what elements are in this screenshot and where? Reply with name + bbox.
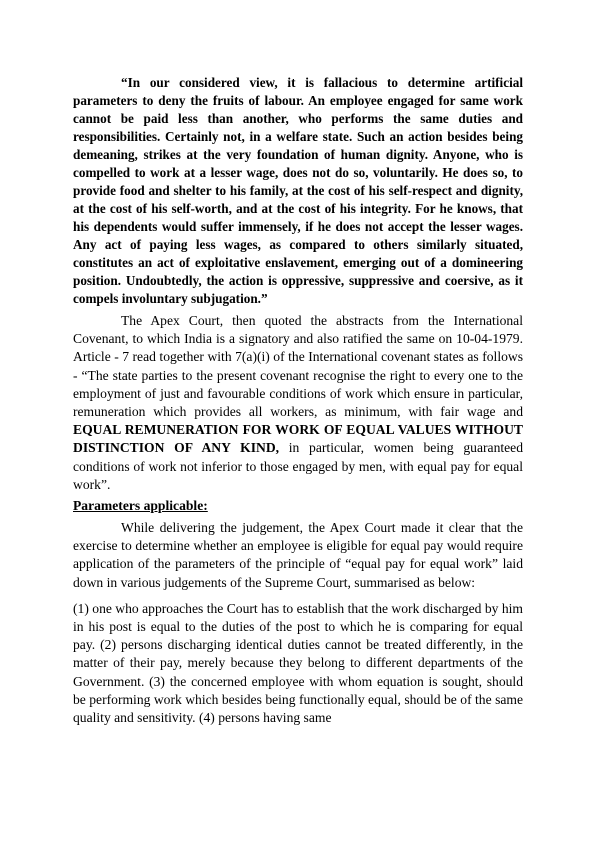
- parameters-list: (1) one who approaches the Court has to establish that the work discharged by him in his post is equal to the duties of the post to which he is comparing for equal pay. (2) persons discharging identical duties cannot be treated differently, in the matter of their pay, merely because they belong to different departments of the Government. (3) the concerned employee with whom equation is sought, should be performing work which besides being functionally equal, should be of the same quality and sensitivity. (4) persons having same: [73, 600, 523, 726]
- section-heading: Parameters applicable:: [73, 498, 208, 514]
- parameters-intro: While delivering the judgement, the Apex Court made it clear that the exercise to determine whether an employee is eligible for equal pay would require application of the parameters of the principle of “equal pay for equal work” laid down in various judgements of the Supreme Court, summarised as below:: [73, 520, 523, 590]
- covenant-outro: in particular, women being guaranteed conditions of work not inferior to those engaged by men, with equal pay for equal work”.: [73, 440, 524, 492]
- court-quote: “In our considered view, it is fallacious to determine artificial parameters to deny the fruits of labour. An employee engaged for same work cannot be paid less than another, who performs the same duties and responsibilities. Certainly not, in a welfare state. Such an action besides being demeaning, strikes at the very foundation of human dignity. Anyone, who is compelled to work at a lesser wage, does not do so, voluntarily. He does so, to provide food and shelter to his family, at the cost of his self-respect and dignity, at the cost of his self-worth, and at the cost of his integrity. For he knows, that his dependents would suffer immensely, if he does not accept the lesser wages. Any act of paying less wages, as compared to others similarly situated, constitutes an act of exploitative enslavement, emerging out of a domineering position. Undoubtedly, the action is oppressive, suppressive and coersive, as it compels involuntary subjugation.”: [73, 75, 523, 306]
- covenant-intro: The Apex Court, then quoted the abstracts from the International Covenant, to which India is a signatory and also ratified the same on 10-04-1979. Article - 7 read together with 7(a)(i) of the International covenant states as follows - “The state parties to the present covenant recognise the right to every one to the employment of just and favourable conditions of work which ensure in particular, remuneration which provides all workers, as minimum, with fair wage and: [73, 313, 523, 420]
- covenant-emphasis: EQUAL REMUNERATION FOR WORK OF EQUAL VALUES WITHOUT DISTINCTION OF ANY KIND,: [73, 422, 523, 456]
- covenant-paragraph: [73, 312, 523, 494]
- page-content: [73, 74, 523, 727]
